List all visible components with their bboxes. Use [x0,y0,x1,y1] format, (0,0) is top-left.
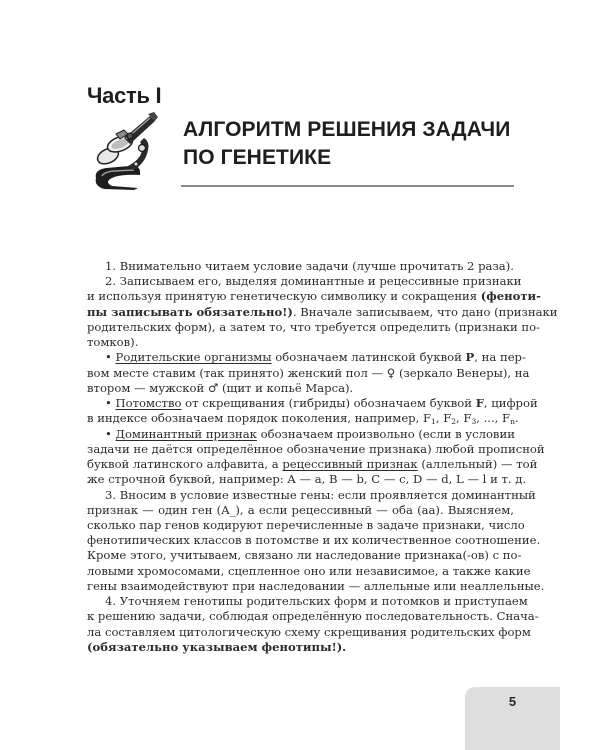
text-line: обозначаем латинской буквой [271,350,466,365]
bullet-dominant [87,427,514,442]
text-line: обозначаем произвольно (если в условии [256,426,515,441]
paragraph-4-line [87,594,528,609]
text-line: фенотипических классов в потомстве и их количественное соотношение. [87,533,541,548]
bullet-icon: • [105,426,116,441]
ellipsis: ..., [483,411,503,426]
text-line: в индексе обозначаем порядок поколения, например, [87,411,423,426]
text-line: , цифрой [483,396,538,411]
paragraph-3-line [87,533,541,548]
bullet-icon: • [105,350,116,365]
title-divider [181,185,514,187]
microscope-icon [90,112,160,190]
text-line: признак — один ген (A_), а если рецессивный — оба (aa). Выясняем, [87,502,514,517]
text-line: 1. Внимательно читаем условие задачи (лучше прочитать 2 раза). [105,259,514,273]
bullet-icon: • [105,396,116,411]
bullet-dominant-line [87,472,527,487]
symbol: F [463,411,472,426]
bullet-offspring-line [87,411,519,427]
part-label: Часть I [87,83,162,108]
paragraph-3-line [87,487,536,503]
subscript: 2 [451,417,457,427]
symbol: F [422,411,432,426]
paragraph-2-line [87,289,541,304]
paragraph-3-line [87,548,522,563]
chapter-title [183,116,523,172]
paragraph-2-line [87,274,522,289]
underlined-term: Родительские организмы [115,350,272,365]
text-line: же строчной буквой, например: A — a, B — b, C — c, D — d, L — l и т. д. [87,472,527,487]
text-line: Кроме этого, учитываем, связано ли наследование признака(-ов) с по- [87,548,522,563]
paragraph-2-line [87,319,541,335]
text-line: вом месте ставим (так принято) женский пол — ♀ (зеркало Венеры), на [87,365,530,380]
text-line: (аллельный) — той [417,457,538,472]
paragraph-2-line [87,304,558,320]
paragraph-3-line [87,517,525,533]
text-line: . Вначале записываем, что дано (признаки [292,304,558,319]
text-line: буквой латинского алфавита, а [87,457,283,472]
bullet-parents [87,350,526,365]
text-line: втором — мужской ♂ (щит и копьё Марса). [87,380,354,395]
page-number-tab [465,687,560,750]
text-line: и используя принятую генетическую символику и сокращения [87,289,481,304]
text-line: ла составляем цитологическую схему скрещивания родительских форм [87,624,531,639]
bold-symbol: F [475,396,484,411]
text-line: задачи не даётся определённое обозначение признака) любой прописной [87,441,545,456]
text-line: , на пер- [474,350,526,365]
bullet-dominant-line [87,441,545,457]
subscript: 1 [431,417,436,427]
text-line: 4. Уточняем генотипы родительских форм и потомков и приступаем [105,594,528,609]
text-line: гены взаимодействуют при наследовании — аллельные или неаллельные. [87,578,545,593]
body-text [87,259,558,655]
paragraph-1 [87,259,514,274]
text-line: от скрещивания (гибриды) обозначаем буквой [181,396,476,411]
bullet-dominant-line [87,457,538,472]
chapter-title-line-1: АЛГОРИТМ РЕШЕНИЯ ЗАДАЧИ [183,118,511,141]
underlined-term: рецессивный признак [282,457,418,472]
text-line: томков). [87,335,139,350]
bullet-parents-line [87,381,514,396]
text-line: ловыми хромосомами, сцепленное оно или независимое, а также какие [87,563,531,578]
text-line: 2. Записываем его, выделяя доминантные и рецессивные признаки [105,274,522,289]
paragraph-3-line [87,578,545,594]
paragraph-3-line [87,503,514,518]
bold-text: (обязательно указываем фенотипы!). [87,639,347,654]
symbol: F [443,411,452,426]
text-line: к решению задачи, соблюдая определённую последовательность. Снача- [87,609,539,624]
text-line: родительских форм), а затем то, что требуется определить (признаки по- [87,319,541,334]
chapter-title-line-2: ПО ГЕНЕТИКЕ [183,146,332,169]
bold-text: пы записывать обязательно!) [87,304,293,319]
paragraph-2-line [87,335,514,350]
underlined-term: Доминантный признак [115,426,257,441]
separator: , [435,411,444,426]
bullet-offspring [87,396,538,411]
paragraph-3-line [87,563,531,579]
underlined-term: Потомство [115,396,182,411]
paragraph-4-line [87,609,539,624]
page-number: 5 [508,694,517,709]
bold-text: (феноти- [480,289,541,304]
text-line: сколько пар генов кодируют перечисленные в задаче признаки, число [87,517,525,532]
paragraph-4-line [87,640,514,655]
bold-symbol: P [465,350,475,365]
paragraph-4-line [87,624,531,640]
bullet-parents-line [87,365,530,381]
text-line: 3. Вносим в условие известные гены: если проявляется доминантный [105,487,536,502]
subscript: 3 [471,417,477,427]
symbol: F [502,411,511,426]
period: . [514,411,519,426]
subscript: n [510,417,515,427]
separator: , [456,411,464,426]
separator: , [476,411,484,426]
